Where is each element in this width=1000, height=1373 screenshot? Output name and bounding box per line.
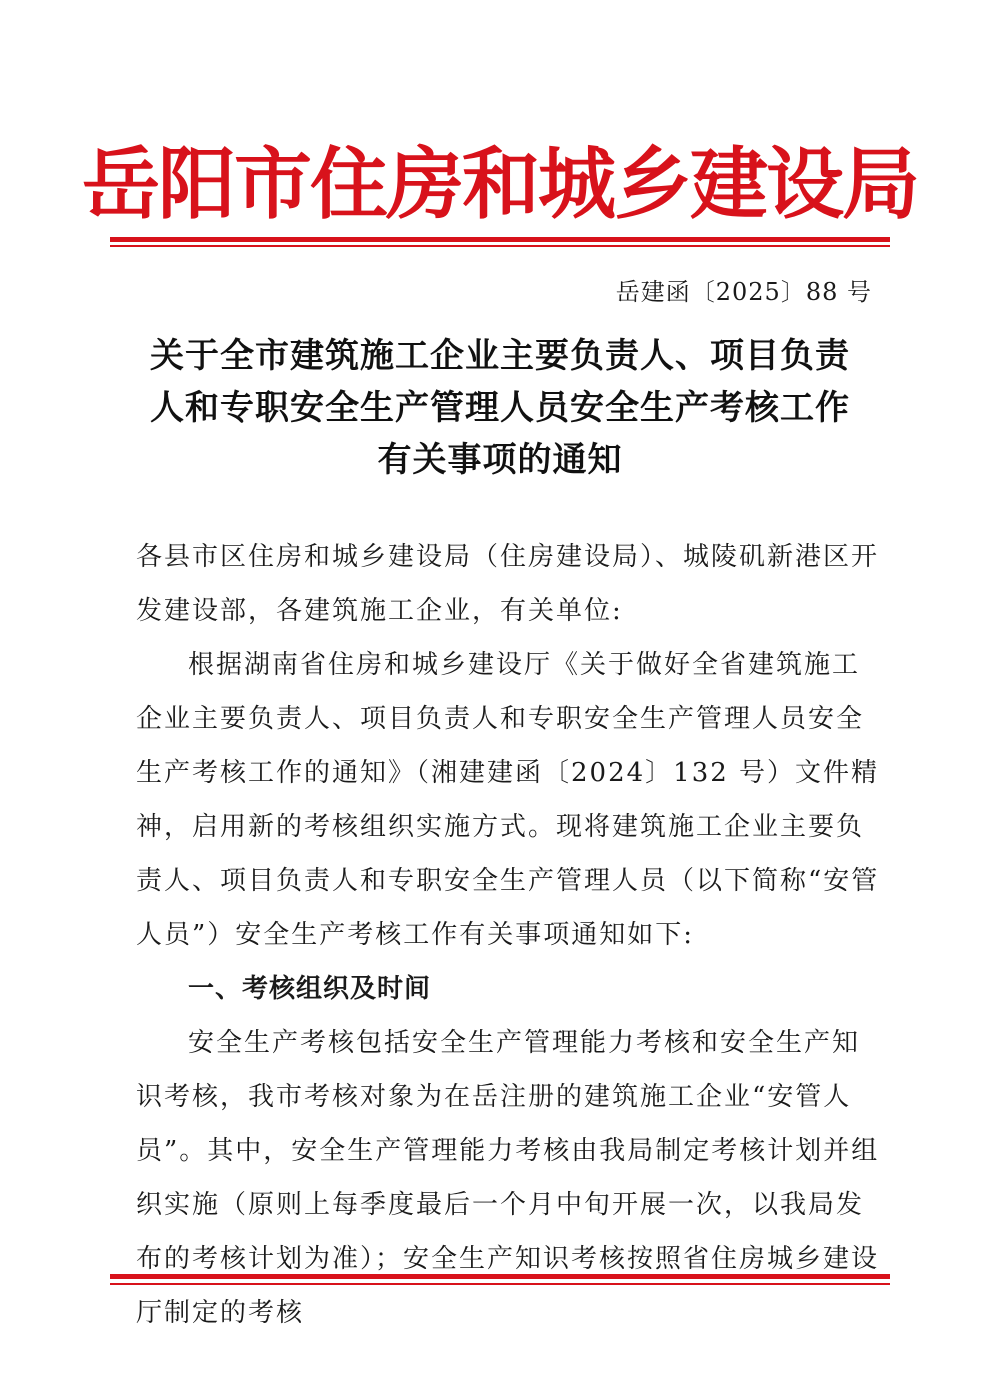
salutation: 各县市区住房和城乡建设局（住房建设局）、城陵矶新港区开发建设部，各建筑施工企业，有关单位:	[136, 542, 880, 626]
paragraph-2: 安全生产考核包括安全生产管理能力考核和安全生产知识考核，我市考核对象为在岳注册的建筑施工企业“安管人员”。其中，安全生产管理能力考核由我局制定考核计划并组织实施（原则上每季度最后一个月中旬开展一次，以我局发布的考核计划为准）；安全生产知识考核按照省住房城乡建设厅制定的考核	[136, 1028, 880, 1328]
document-body	[136, 530, 881, 1340]
title-line-2: 人和专职安全生产管理人员安全生产考核工作	[150, 388, 850, 428]
title-line-3: 有关事项的通知	[377, 440, 623, 480]
document-number: 岳建函〔2025〕88 号	[615, 278, 872, 306]
header-red-rule-thin	[110, 245, 890, 247]
document-title	[110, 330, 890, 486]
paragraph-1: 根据湖南省住房和城乡建设厅《关于做好全省建筑施工企业主要负责人、项目负责人和专职安全生产管理人员安全生产考核工作的通知》（湘建建函〔2024〕132 号）文件精神，启用新的考核组织实施方式。现将建筑施工企业主要负责人、项目负责人和专职安全生产管理人员（以下简称“安管人员”）安全生产考核工作有关事项通知如下:	[136, 650, 880, 950]
footer-red-rule-thin	[110, 1283, 890, 1285]
issuer-masthead: 岳阳市住房和城乡建设局	[82, 140, 919, 230]
section-heading-1: 一、考核组织及时间	[188, 974, 432, 1004]
title-line-1: 关于全市建筑施工企业主要负责人、项目负责	[150, 336, 850, 376]
footer-red-rule-thick	[110, 1274, 890, 1279]
header-red-rule-thick	[110, 237, 890, 242]
